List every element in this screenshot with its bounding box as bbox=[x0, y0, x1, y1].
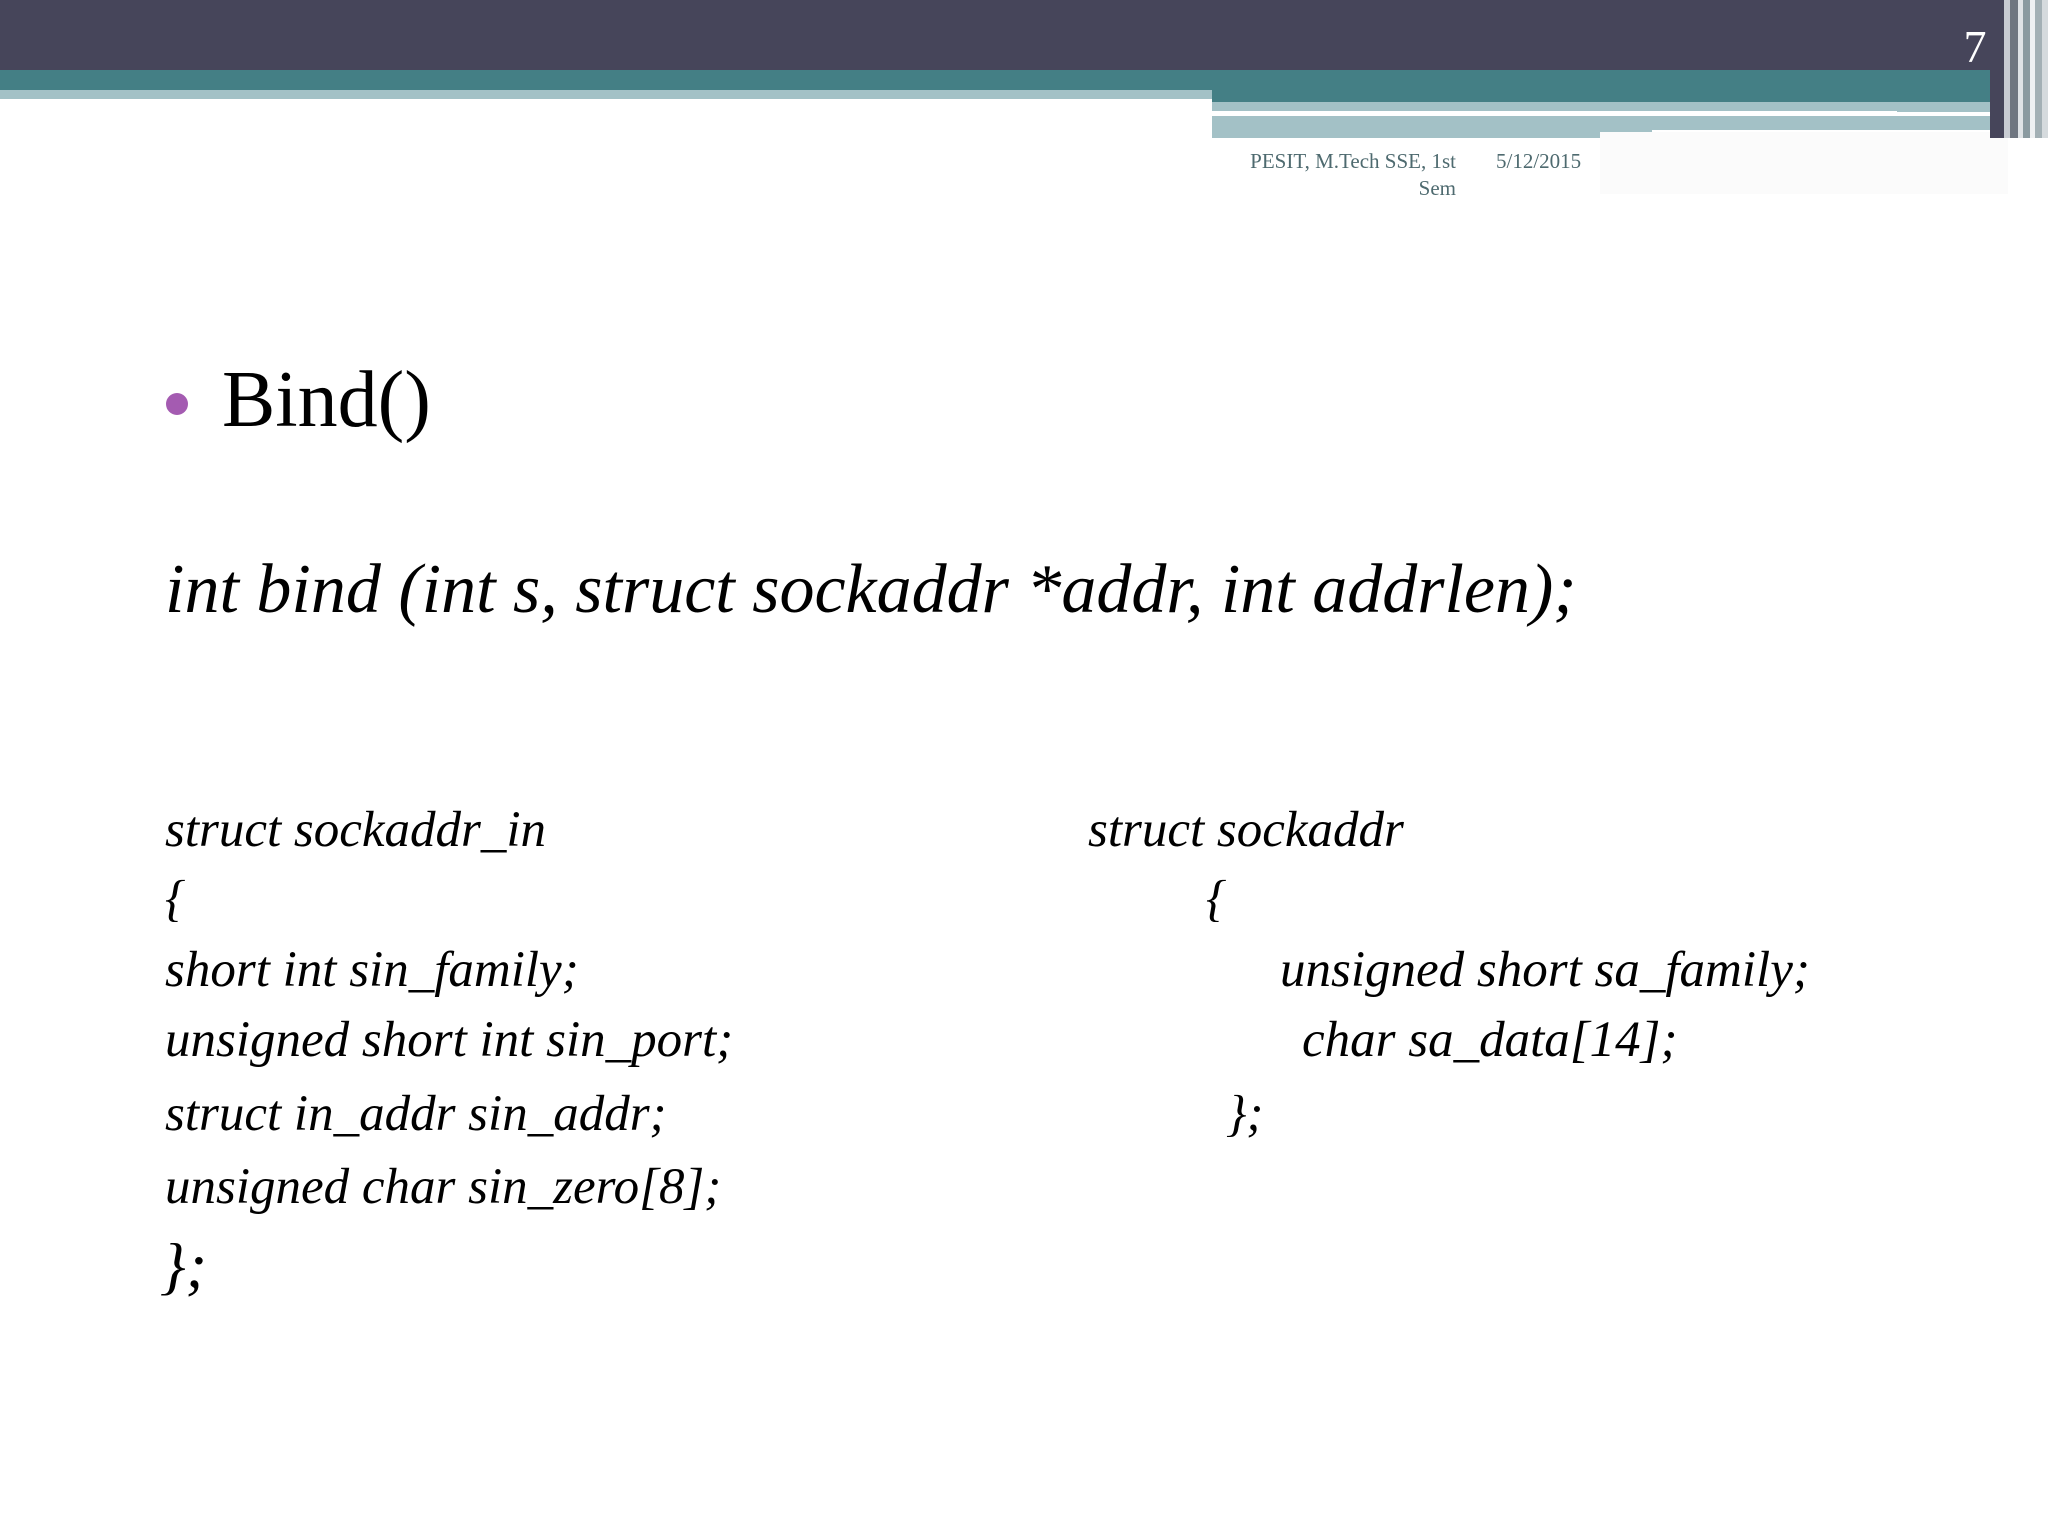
header-band-light bbox=[0, 90, 1212, 99]
right-struct-line: struct sockaddr bbox=[1088, 802, 1404, 858]
footer-date: 5/12/2015 bbox=[1496, 149, 1582, 173]
page-number: 7 bbox=[1963, 21, 1987, 72]
left-struct-line: struct in_addr sin_addr; bbox=[165, 1086, 667, 1142]
left-struct-line: { bbox=[165, 871, 186, 927]
header-band-right-teal bbox=[1212, 90, 1990, 102]
left-struct-line: short int sin_family; bbox=[165, 942, 579, 998]
left-struct-line: struct sockaddr_in bbox=[165, 802, 547, 858]
right-struct-line: unsigned short sa_family; bbox=[1280, 942, 1810, 998]
left-struct-line: unsigned char sin_zero[8]; bbox=[165, 1159, 722, 1215]
bullet-dot bbox=[166, 393, 188, 415]
footer-organization: PESIT, M.Tech SSE, 1st Sem bbox=[1250, 149, 1456, 200]
left-struct-line: }; bbox=[160, 1230, 207, 1301]
bind-signature: int bind (int s, struct sockaddr *addr, int addrlen); bbox=[165, 551, 1577, 628]
slide-heading: Bind() bbox=[222, 356, 431, 444]
header-band-teal bbox=[0, 70, 1990, 90]
header-band-dark bbox=[0, 0, 1990, 70]
right-struct-line: { bbox=[1206, 871, 1227, 927]
footer-shadow-box bbox=[1600, 132, 2008, 194]
right-struct-line: char sa_data[14]; bbox=[1302, 1012, 1678, 1068]
right-struct-line: }; bbox=[1226, 1086, 1264, 1142]
right-edge-stripes bbox=[1990, 0, 2048, 138]
left-struct-line: unsigned short int sin_port; bbox=[165, 1012, 734, 1068]
